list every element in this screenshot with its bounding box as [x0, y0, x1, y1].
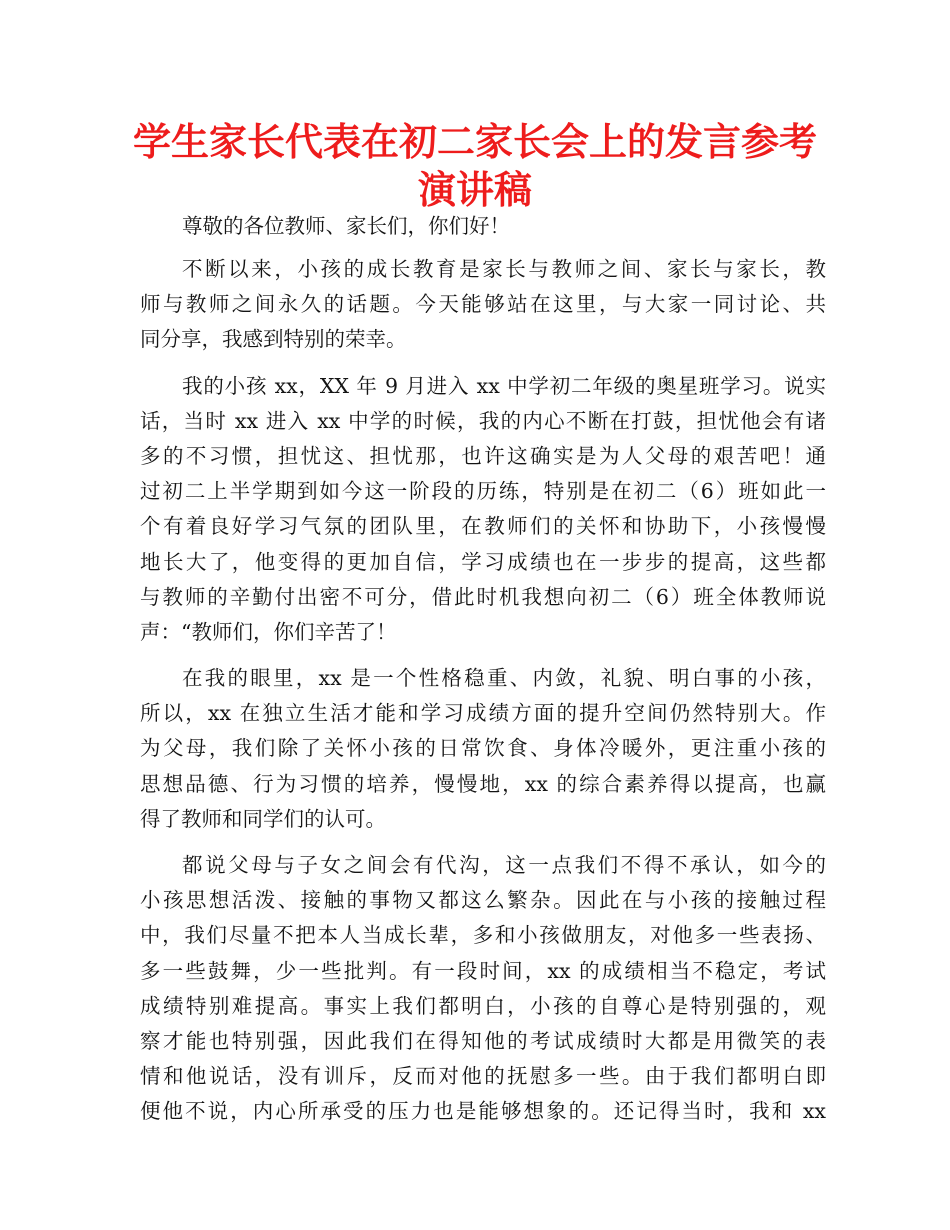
paragraph-line: 中，我们尽量不把本人当成长辈，多和小孩做朋友，对他多一些表扬、 [140, 923, 826, 948]
paragraph-list [140, 252, 826, 1130]
paragraph-line: 多一些鼓舞，少一些批判。有一段时间，xx 的成绩相当不稳定，考试 [140, 958, 826, 983]
paragraph-line: 同分享，我感到特别的荣幸。 [140, 327, 407, 352]
paragraph-line: 情和他说话，没有训斥，反而对他的抚慰多一些。由于我们都明白即 [140, 1064, 826, 1089]
paragraph-line: 与教师的辛勤付出密不可分，借此时机我想向初二（6）班全体教师说 [140, 584, 826, 609]
paragraph-line: 地长大了，他变得的更加自信，学习成绩也在一步步的提高，这些都 [140, 549, 826, 574]
paragraph-line: 成绩特别难提高。事实上我们都明白，小孩的自尊心是特别强的，观 [140, 993, 826, 1018]
paragraph-line: 多的不习惯，担忧这、担忧那，也许这确实是为人父母的艰苦吧！通 [140, 443, 826, 468]
paragraph-line: 所以，xx 在独立生活才能和学习成绩方面的提升空间仍然特别大。作 [140, 701, 826, 726]
paragraph-line: 便他不说，内心所承受的压力也是能够想象的。还记得当时，我和 xx [140, 1099, 826, 1124]
paragraph-line: 思想品德、行为习惯的培养，慢慢地，xx 的综合素养得以提高，也赢 [140, 771, 826, 796]
paragraph [140, 661, 826, 837]
paragraph-line: 师与教师之间永久的话题。今天能够站在这里，与大家一同讨论、共 [140, 292, 826, 317]
paragraph-line: 过初二上半学期到如今这一阶段的历练，特别是在初二（6）班如此一 [140, 479, 826, 504]
paragraph-line: 我的小孩 xx，XX 年 9 月进入 xx 中学初二年级的奥星班学习。说实 [182, 373, 826, 398]
paragraph-line: 个有着良好学习气氛的团队里，在教师们的关怀和协助下，小孩慢慢 [140, 514, 826, 539]
paragraph [140, 369, 826, 651]
document-title: 学生家长代表在初二家长会上的发言参考演讲稿 [132, 120, 817, 212]
paragraph-line: 小孩思想活泼、接触的事物又都这么繁杂。因此在与小孩的接触过程 [140, 888, 826, 913]
paragraph [140, 252, 826, 358]
paragraph-line: 都说父母与子女之间会有代沟，这一点我们不得不承认，如今的 [182, 853, 826, 877]
paragraph-line: 不断以来，小孩的成长教育是家长与教师之间、家长与家长，教 [182, 257, 826, 281]
paragraph-line: 得了教师和同学们的认可。 [140, 806, 386, 831]
paragraph-line: 在我的眼里，xx 是一个性格稳重、内敛，礼貌、明白事的小孩， [182, 666, 826, 691]
greeting: 尊敬的各位教师、家长们，你们好！ [182, 214, 510, 238]
paragraph-line: 察才能也特别强，因此我们在得知他的考试成绩时大都是用微笑的表 [140, 1028, 826, 1053]
document-body [140, 208, 826, 1141]
paragraph [140, 848, 826, 1130]
paragraph-line: 声：“教师们，你们辛苦了！ [140, 619, 397, 644]
paragraph-line: 为父母，我们除了关怀小孩的日常饮食、身体冷暖外，更注重小孩的 [140, 736, 826, 761]
paragraph-line: 话，当时 xx 进入 xx 中学的时候，我的内心不断在打鼓，担忧他会有诸 [140, 408, 826, 433]
